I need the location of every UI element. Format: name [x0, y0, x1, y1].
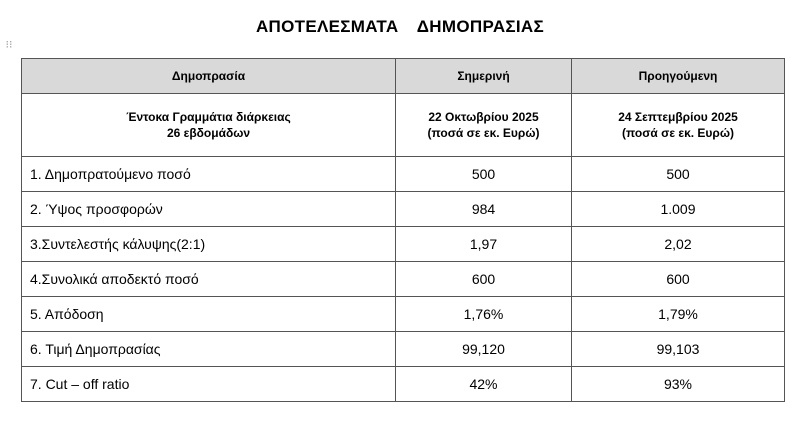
- row-label: 7. Cut – off ratio: [22, 367, 396, 402]
- table-row: [22, 332, 785, 367]
- table-row: [22, 192, 785, 227]
- row-current-value: 1,76%: [396, 297, 572, 332]
- row-current-value: 500: [396, 157, 572, 192]
- row-current-value: 600: [396, 262, 572, 297]
- table-move-handle-icon[interactable]: ⁝⁝: [5, 39, 13, 51]
- auction-results-table: [21, 58, 785, 402]
- current-units: (ποσά σε εκ. Ευρώ): [427, 126, 540, 140]
- row-previous-value: 2,02: [572, 227, 785, 262]
- table-subheader-row: [22, 94, 785, 157]
- table-row: [22, 297, 785, 332]
- table-row: [22, 157, 785, 192]
- table-header-row: [22, 59, 785, 94]
- instrument-line-1: Έντοκα Γραμμάτια διάρκειας: [126, 110, 291, 124]
- row-label: 6. Τιμή Δημοπρασίας: [22, 332, 396, 367]
- previous-date: 24 Σεπτεμβρίου 2025: [618, 110, 738, 124]
- subheader-previous-date: [572, 94, 785, 157]
- table-row: [22, 262, 785, 297]
- instrument-line-2: 26 εβδομάδων: [166, 126, 251, 140]
- row-label: 2. Ύψος προσφορών: [22, 192, 396, 227]
- row-previous-value: 1,79%: [572, 297, 785, 332]
- row-previous-value: 93%: [572, 367, 785, 402]
- row-current-value: 42%: [396, 367, 572, 402]
- current-date: 22 Οκτωβρίου 2025: [428, 110, 539, 124]
- row-previous-value: 600: [572, 262, 785, 297]
- table-row: [22, 227, 785, 262]
- document-title: ΑΠΟΤΕΛΕΣΜΑΤΑ ΔΗΜΟΠΡΑΣΙΑΣ: [255, 17, 544, 36]
- row-current-value: 984: [396, 192, 572, 227]
- subheader-instrument: [22, 94, 396, 157]
- row-current-value: 99,120: [396, 332, 572, 367]
- subheader-current-date: [396, 94, 572, 157]
- row-label: 5. Απόδοση: [22, 297, 396, 332]
- table-row: [22, 367, 785, 402]
- row-current-value: 1,97: [396, 227, 572, 262]
- header-auction: Δημοπρασία: [22, 59, 396, 94]
- header-previous: Προηγούμενη: [572, 59, 785, 94]
- row-label: 4.Συνολικά αποδεκτό ποσό: [22, 262, 396, 297]
- previous-units: (ποσά σε εκ. Ευρώ): [622, 126, 734, 140]
- row-previous-value: 500: [572, 157, 785, 192]
- header-current: Σημερινή: [396, 59, 572, 94]
- row-label: 3.Συντελεστής κάλυψης(2:1): [22, 227, 396, 262]
- row-previous-value: 99,103: [572, 332, 785, 367]
- row-label: 1. Δημοπρατούμενο ποσό: [22, 157, 396, 192]
- row-previous-value: 1.009: [572, 192, 785, 227]
